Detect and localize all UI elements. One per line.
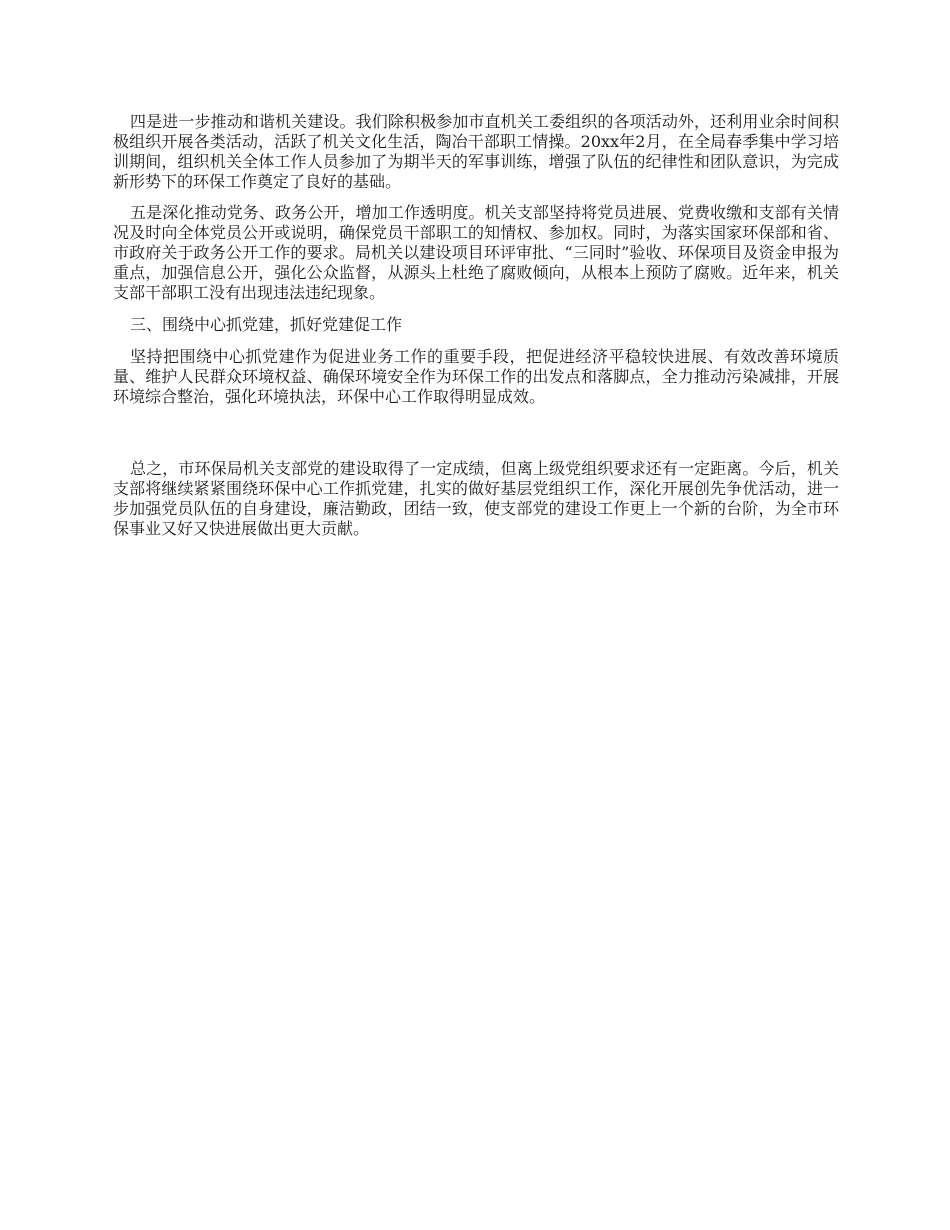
paragraph-harmonious-organ: 四是进一步推动和谐机关建设。我们除积极参加市直机关工委组织的各项活动外，还利用业余时间积极组织开展各类活动，活跃了机关文化生活，陶冶干部职工情操。20xx年2月，在全局春季集中学习培训期间，组织机关全体工作人员参加了为期半天的军事训练，增强了队伍的纪律性和团队意识，为完成新形势下的环保工作奠定了良好的基础。	[113, 112, 839, 191]
document-page	[113, 112, 839, 539]
paragraph-conclusion: 总之，市环保局机关支部党的建设取得了一定成绩，但离上级党组织要求还有一定距离。今后，机关支部将继续紧紧围绕环保中心工作抓党建，扎实的做好基层党组织工作，深化开展创先争优活动，进一步加强党员队伍的自身建设，廉洁勤政，团结一致，使支部党的建设工作更上一个新的台阶，为全市环保事业又好又快进展做出更大贡献。	[113, 459, 839, 538]
paragraph-transparency: 五是深化推动党务、政务公开，增加工作透明度。机关支部坚持将党员进展、党费收缴和支部有关情况及时向全体党员公开或说明，确保党员干部职工的知情权、参加权。同时，为落实国家环保部和省、市政府关于政务公开工作的要求。局机关以建设项目环评审批、“三同时”验收、环保项目及资金申报为重点，加强信息公开，强化公众监督，从源头上杜绝了腐败倾向，从根本上预防了腐败。近年来，机关支部干部职工没有出现违法违纪现象。	[113, 203, 839, 302]
paragraph-center-work: 坚持把围绕中心抓党建作为促进业务工作的重要手段，把促进经济平稳较快进展、有效改善环境质量、维护人民群众环境权益、确保环境安全作为环保工作的出发点和落脚点，全力推动污染减排，开展环境综合整治，强化环境执法，环保中心工作取得明显成效。	[113, 347, 839, 406]
section-heading-three: 三、围绕中心抓党建，抓好党建促工作	[130, 315, 403, 334]
